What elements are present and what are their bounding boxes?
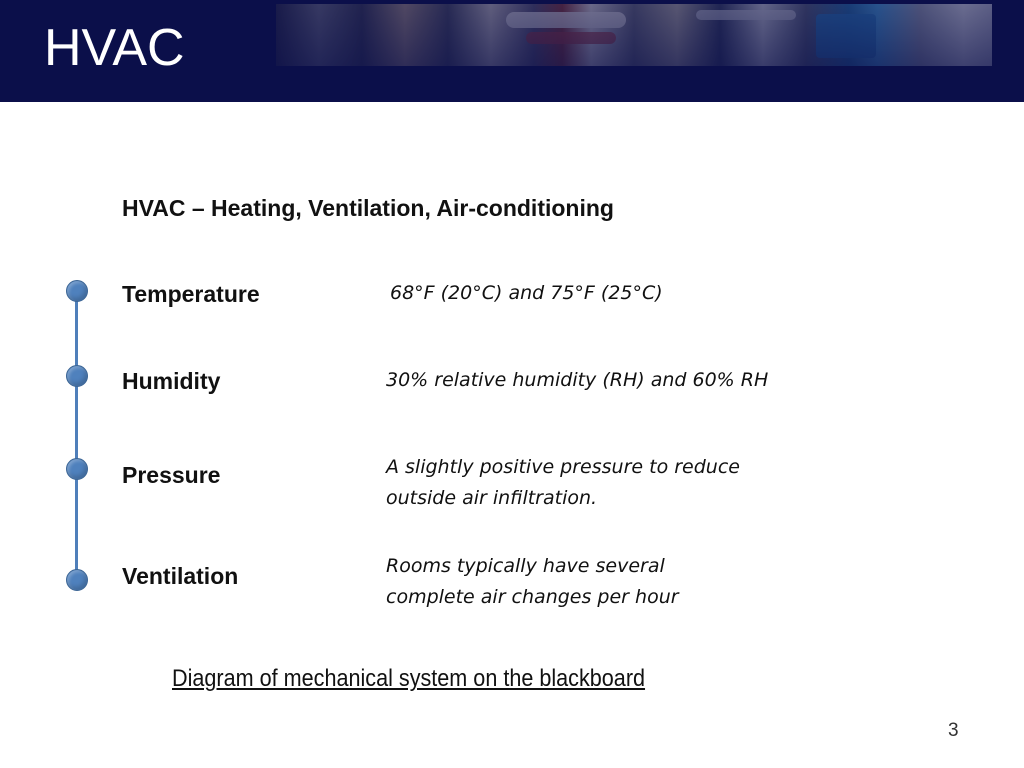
item-label-ventilation: Ventilation	[122, 563, 239, 589]
diagram-link[interactable]: Diagram of mechanical system on the blackboard	[172, 665, 646, 692]
timeline-dot	[66, 365, 88, 387]
slide-subtitle: HVAC – Heating, Ventilation, Air-conditioning	[122, 195, 614, 221]
item-value-humidity: 30% relative humidity (RH) and 60% RH	[386, 369, 769, 391]
item-label-pressure: Pressure	[122, 462, 221, 488]
header-banner	[0, 0, 1024, 102]
item-value-temperature: 68°F (20°C) and 75°F (25°C)	[390, 282, 663, 304]
item-value-pressure: A slightly positive pressure to reduce outside air infiltration.	[386, 456, 740, 509]
page-number: 3	[948, 720, 959, 741]
item-label-temperature: Temperature	[122, 281, 260, 307]
timeline-dot	[66, 569, 88, 591]
timeline-dot	[66, 458, 88, 480]
item-label-humidity: Humidity	[122, 368, 221, 394]
timeline-dot	[66, 280, 88, 302]
item-value-ventilation: Rooms typically have several complete air changes per hour	[386, 555, 679, 608]
timeline-line	[75, 290, 78, 580]
header-photo-strip	[276, 4, 992, 66]
page-title: HVAC	[44, 19, 185, 77]
